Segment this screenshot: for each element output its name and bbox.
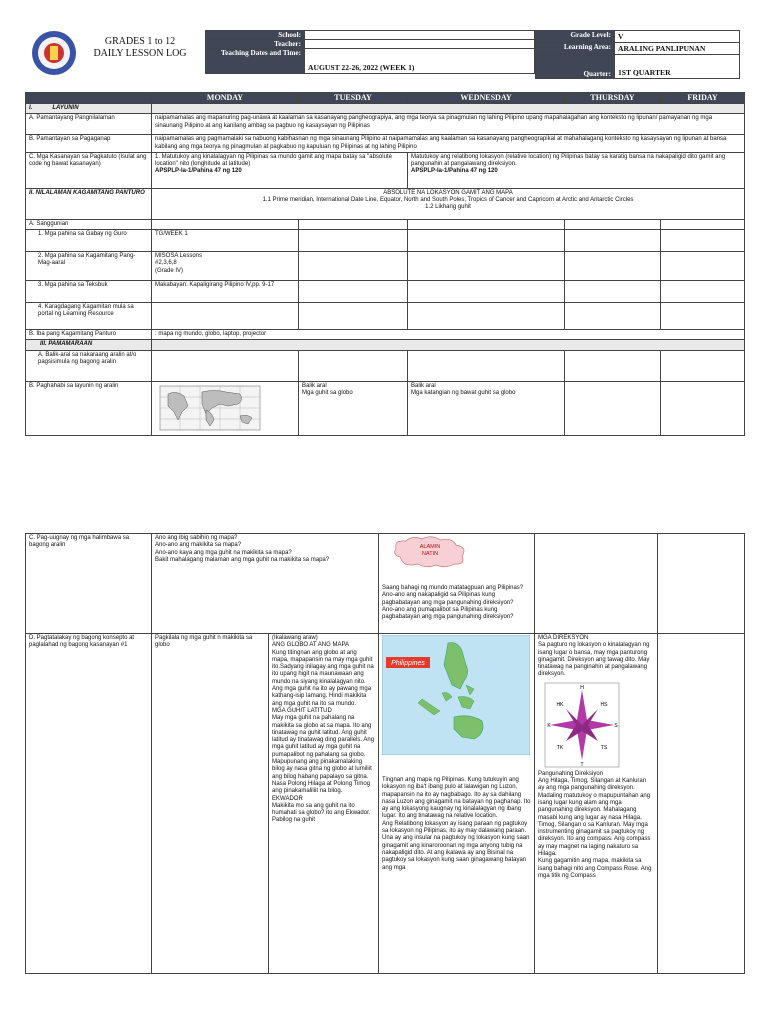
kasanayan-code1: APSPLP-Ia-1/Pahina 47 ng 120: [155, 168, 242, 175]
empty-cell: [152, 303, 299, 330]
teksbuk-label: 3. Mga pahina sa Teksbuk: [26, 281, 152, 303]
empty-cell: [299, 219, 408, 229]
day-header-tuesday: TUESDAY: [299, 93, 408, 104]
iba-text: : mapa ng mundo, globo, laptop, projector: [152, 330, 745, 340]
empty-cell: [408, 350, 565, 381]
area-label: Learning Area:: [536, 43, 615, 55]
pag-uugnay-label: C. Pag-uugnay ng mga halimbawa sa bagong aralin: [26, 534, 152, 634]
title-line2: DAILY LESSON LOG: [93, 48, 187, 59]
compass-w: K: [547, 722, 551, 729]
empty-cell: [565, 252, 661, 281]
compass-rose-icon: [544, 682, 620, 768]
compass-n: H: [580, 684, 584, 691]
pagtalakay-wednesday: [379, 634, 535, 974]
header-table-right: [535, 30, 740, 79]
day-header-friday: FRIDAY: [661, 93, 745, 104]
paghahabi-label: B. Paghahabi sa layunin ng aralin: [26, 381, 152, 435]
layunin-label: I. LAYUNIN: [26, 104, 152, 114]
empty-cell: [408, 303, 565, 330]
dates-label: Teaching Dates and Time:: [206, 49, 305, 74]
thu-bottom-text: Pangunahing Direksiyon Ang Hilaga, Timog, Silangan at Kanluran ay ang mga pangunahing direksyon. Madaling matutukoy o mapupuntahan ang isang lugar kung alam ang mga pangunahing direksyon. Mahalagang masabi kung ang lugar ay nasa Hilaga, Timog, Silangan o sa Kanluran. May mga instrumenting ginagamit sa pagtukoy ng direksyon. Ito ang compass. Ang compass ay may magnet na laging nakaturo sa Hilaga. Kung gagamitin ang mapa, makikita sa isang bahagi nito ang Compass Rose. Ang mga titik ng Compass: [538, 770, 652, 879]
teksbuk-text: Makabayan: Kapaligirang Pilipino IV,pp. 9-17: [152, 281, 299, 303]
nilalaman-label: II. NILALAMAN KAGAMITANG PANTURO: [26, 188, 152, 219]
sanggunian-label: A. Sanggunian: [26, 219, 152, 229]
nilalaman-cell: [152, 188, 745, 219]
lesson-log-table-page2: [25, 533, 745, 974]
teacher-field[interactable]: [305, 40, 535, 49]
compass-e: S: [614, 722, 618, 729]
empty-cell: [565, 219, 661, 229]
pag-uugnay-text: Ano ang ibig sabihin ng mapa? Ano-ano ang makikita sa mapa? Ano-ano kaya ang mga guhit na makikita sa mapa? Bakit mahalagang malaman ang mga guhit na makikita sa mapa?: [152, 534, 379, 634]
day-header-monday: MONDAY: [152, 93, 299, 104]
empty-cell: [152, 350, 299, 381]
pamantayang-label: A. Pamantayang Pangnilalaman: [26, 114, 152, 135]
empty-cell: [299, 252, 408, 281]
philippines-map-image: [382, 635, 530, 755]
corner-cell: [26, 93, 152, 104]
empty-cell: [661, 230, 745, 252]
compass-ne: HS: [600, 701, 608, 708]
empty-cell: [408, 252, 565, 281]
header-table-left: [205, 30, 535, 74]
lesson-log-table: [25, 92, 745, 436]
compass-nw: HK: [556, 701, 564, 708]
karagdagang-label: 4. Karagdagang Kagamitan mula sa portal ng Learning Resource: [26, 303, 152, 330]
empty-cell: [565, 350, 661, 381]
empty-cell: [661, 350, 745, 381]
thu-top-text: MGA DIREKSYON Sa pagturo ng lokasyon o kinalalagyan ng isang lugar o bansa, may mga panturong ginagamit. Direksyon ang tawag dito. May tinatawag na panginahin at pangalawang direksyon.: [538, 635, 650, 678]
school-label: School:: [206, 31, 305, 40]
empty-cell: [299, 281, 408, 303]
area-value: ARALING PANLIPUNAN: [615, 43, 740, 55]
empty-cell: [152, 219, 299, 229]
nilalaman-line1: ABSOLUTE NA LOKASYON GAMIT ANG MAPA: [383, 189, 513, 196]
paghahabi-monday: [152, 381, 299, 435]
empty-cell: [658, 634, 745, 974]
grade-label: Grade Level:: [536, 31, 615, 43]
deped-seal: [31, 30, 77, 76]
balik-label: A. Balik-aral sa nakaraang aralin at/o pagsisimula ng bagong aralin: [26, 350, 152, 381]
empty-cell: [565, 303, 661, 330]
compass-se: TS: [600, 744, 608, 751]
empty-cell: [661, 281, 745, 303]
cloud-label: ALAMIN NATIN: [419, 544, 441, 557]
map-title-text: Philippines: [391, 660, 425, 667]
gabay-label: 1. Mga pahina sa Gabay ng Guro: [26, 230, 152, 252]
empty-cell: [565, 281, 661, 303]
empty-cell: [661, 252, 745, 281]
kagamitan-text: MISOSA Lessons #2,3,6,8 (Grade IV): [152, 252, 299, 281]
teacher-label: Teacher:: [206, 40, 305, 49]
empty-cell: [658, 534, 745, 634]
paghahabi-wednesday: Balik aral Mga katangian ng bawat guhit sa globo: [408, 381, 565, 435]
school-field[interactable]: [305, 31, 535, 40]
kasanayan-monday: [152, 152, 408, 188]
empty-cell: [565, 381, 661, 435]
doc-title: [80, 36, 200, 60]
wed-questions: Saang bahagi ng mundo matatagpuan ang Pilipinas? Ano-ano ang nakapaligid sa Pilipinas kung pagbabatayan ang mga pangunahing direksiyon? Ano-ano ang pumapalibot sa Pilipinas kung pagbabatayan ang mga pangunahing direksiyon?: [382, 585, 524, 621]
kasanayan-text1: 1. Matutukoy ang kinalalagyan ng Pilipinas sa mundo gamit ang mapa batay sa "absolute location" nito (longhitude at latitude): [155, 153, 392, 168]
empty-cell: [408, 281, 565, 303]
empty-cell: [661, 303, 745, 330]
world-map-image: [154, 384, 266, 432]
kagamitan-label: 2. Mga pahina sa Kagamitang Pang-Mag-aaral: [26, 252, 152, 281]
compass-s: T: [580, 761, 584, 768]
nilalaman-line2: 1.1 Prime meridian, International Date Line, Equator, North and South Poles, Tropics of Cancer and Capricorn at Arctic and Antarctic Circles: [262, 197, 634, 204]
day-header-thursday: THURSDAY: [565, 93, 661, 104]
layunin-cell: [152, 104, 745, 114]
empty-cell: [299, 303, 408, 330]
grade-value: V: [615, 31, 740, 43]
empty-cell: [408, 219, 565, 229]
day-header-wednesday: WEDNESDAY: [408, 93, 565, 104]
gabay-text: TG/WEEK 1: [152, 230, 299, 252]
kasanayan-text2: Matutukoy ang relatibong lokasyon (relative location) ng Pilipinas batay sa karatig bansa na nakapaligid dito gamit ang pangunahin at pangalawang direksiyon.: [411, 153, 726, 168]
pagtalakay-thursday: [535, 634, 658, 974]
kasanayan-wednesday: [408, 152, 745, 188]
pag-uugnay-wednesday: [379, 534, 535, 634]
empty-cell: [565, 230, 661, 252]
pamantayang-text: naipamamalas ang mapanuring pag-unawa at kaalaman sa kasanayang pangheograpiya, ang mga teorya sa pinagmulan ng lahing Pilipino upang mapahalagahan ang konteksto ng lipunan/ pamayanan ng mga sinaunang Pilipino at ang kanilang ambag sa pagbuo ng kasaysayan ng Pilipinas: [152, 114, 745, 135]
pagtalakay-monday: Pagkilala ng mga guhit n makikita sa globo: [152, 634, 269, 974]
compass-sw: TK: [556, 744, 564, 751]
title-line1: GRADES 1 to 12: [104, 36, 176, 47]
empty-cell: [661, 381, 745, 435]
dates-value: AUGUST 22-26, 2022 (WEEK 1): [305, 49, 535, 74]
wed-text: Tingnan ang mapa ng Pilipinas. Kung tutukuyin ang lokasyon ng iba't ibang pulo at lalawigan ng Luzon, mapapansin na ito ay nagbabago. Ito ay sa dahilang nasa Luzon ang ginagamit na batayan ng paghanap. Ito ay ang lokasyong kaugnay ng kinalalagyan ng ibang lugar. Ito ang tinatawag na relative location. Ang Relatibong lokasyon ay isang paraan ng pagtukoy sa lokasyon ng Pilipinas, ito ay may dalawang paraan. Una ay ang insular na pagtukoy ng lokasyon kung saan ginagamit ang kinaroroonan ng mga anyong tubig na nakapaligid dito. At ang ikalawa ay ang Bisinal na pagtukoy sa lokasyon kung saan ginagawang batayan ang mga: [382, 777, 531, 871]
pamamaraan-cell: [152, 340, 745, 350]
pagtalakay-label: D. Pagtatalakay ng bagong konsepto at paglalahad ng bagong kasanayan #1: [26, 634, 152, 974]
paghahabi-tuesday: Balik aral Mga guhit sa globo: [299, 381, 408, 435]
pamamaraan-label: III. PAMAMARAAN: [26, 340, 152, 350]
iba-label: B. Iba pang Kagamitang Panturo: [26, 330, 152, 340]
empty-cell: [299, 350, 408, 381]
quarter-value: 1ST QUARTER: [615, 55, 740, 79]
pagaganap-label: B. Pamantayan sa Pagaganap: [26, 135, 152, 153]
empty-cell: [408, 230, 565, 252]
quarter-label: Quarter:: [536, 55, 615, 79]
kasanayan-label: C. Mga Kasanayan sa Pagkatuto (Isulat ang code ng bawat kasanayan): [26, 152, 152, 188]
pagaganap-text: naipamamalas ang pagmamalaki sa nabuong kabihasnan ng mga sinaunang Pilipino at naipamamalas ang kaalaman sa kasanayang pangheograpikal at mahahalagang konteksto ng kasaysayan ng lipunan at bansa kabilang ang mga teorya ng pinagmulan at pagkabuo ng kapuluan ng Pilipinas at ng lahing Pilipino: [152, 135, 745, 153]
kasanayan-code2: APSPLP-Ia-1/Pahina 47 ng 120: [411, 168, 498, 175]
nilalaman-line3: 1.2 Likhang guhit: [425, 204, 471, 211]
empty-cell: [535, 534, 658, 634]
empty-cell: [299, 230, 408, 252]
pagtalakay-tuesday: (Ikalawang araw) ANG GLOBO AT ANG MAPA Kung titingnan ang globo at ang mapa, mapapansin na may mga guhit ito.Sadyang inilagay ang mga guhit na ito upang higit na maunawaan ang mundo na siyang kinalalagyan nito. Ang mga guhit na ito ay pawang mga kathang-isip lamang. Hindi makikita ang mga guhit na ito sa mundo. MGA GUHIT LATITUD May mga guhit na pahalang na makikita sa globo at sa mapa. Ito ang tinatawag na guhit latitud. Ang guhit latitud ay tinatawag ding parallels. Ang mga guhit latitud ay mga guhit na pumapalibot ng pahalang sa globo. Mapupunang ang pinakamalaking bilog ay nasa gitna ng globo at lumiliit ang bilog habang papalayo sa gitna. Nasa Polong Hilaga at Polong Timog ang pinakamaliliit na bilog. EKWADOR Makikita mo sa ang guhit na ito humahati sa globo? ito ang Ekwador. Pabilog na guhit: [269, 634, 379, 974]
empty-cell: [661, 219, 745, 229]
